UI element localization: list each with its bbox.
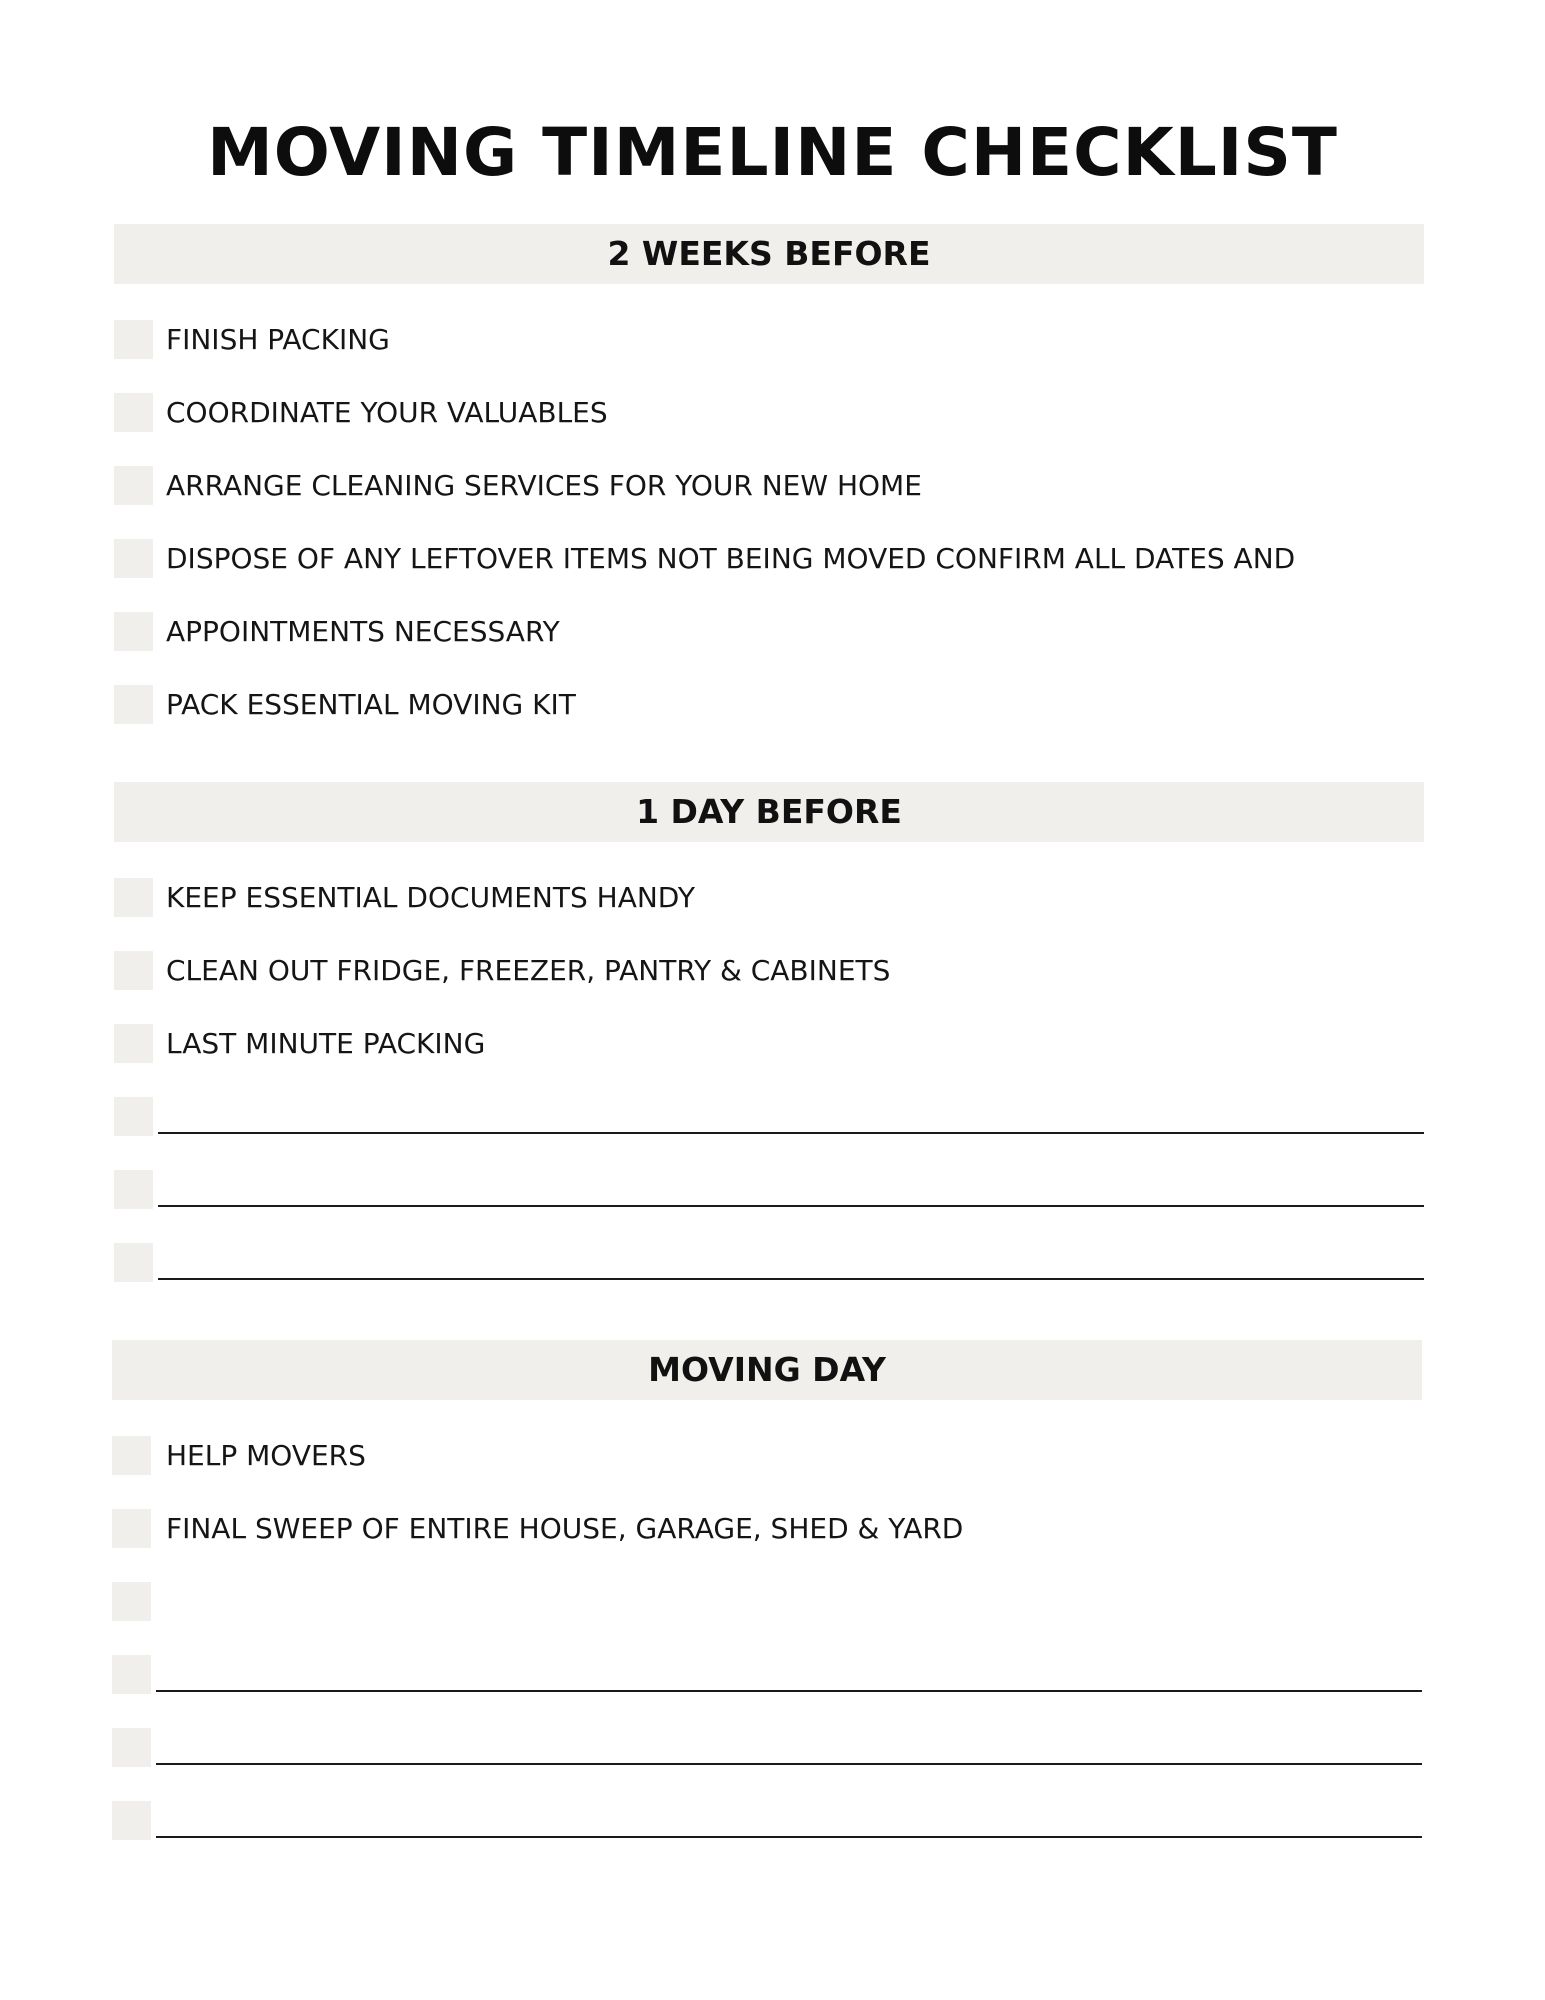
checkbox[interactable] [114,1024,153,1063]
checkbox[interactable] [114,878,153,917]
checkbox[interactable] [112,1655,151,1694]
write-in-line[interactable] [156,1690,1422,1692]
page-title: MOVING TIMELINE CHECKLIST [207,114,1338,191]
checklist-item-label: HELP MOVERS [166,1439,366,1472]
checkbox[interactable] [112,1509,151,1548]
checklist-item-label: COORDINATE YOUR VALUABLES [166,396,608,429]
checkbox[interactable] [114,612,153,651]
checkbox[interactable] [114,685,153,724]
checkbox[interactable] [114,951,153,990]
checklist-item-label: DISPOSE OF ANY LEFTOVER ITEMS NOT BEING MOVED CONFIRM ALL DATES AND [166,542,1296,575]
write-in-line[interactable] [156,1836,1422,1838]
checklist-item-label: KEEP ESSENTIAL DOCUMENTS HANDY [166,881,695,914]
checkbox[interactable] [112,1728,151,1767]
checklist-item-label: FINAL SWEEP OF ENTIRE HOUSE, GARAGE, SHED & YARD [166,1512,964,1545]
checkbox[interactable] [114,320,153,359]
checkbox[interactable] [112,1436,151,1475]
checkbox[interactable] [114,466,153,505]
checklist-item-label: PACK ESSENTIAL MOVING KIT [166,688,576,721]
checkbox[interactable] [114,393,153,432]
checkbox[interactable] [114,1170,153,1209]
checkbox[interactable] [114,539,153,578]
checkbox[interactable] [114,1097,153,1136]
checklist-item-label: ARRANGE CLEANING SERVICES FOR YOUR NEW HOME [166,469,922,502]
section-header-1-day-before: 1 DAY BEFORE [114,782,1424,842]
section-header-moving-day: MOVING DAY [112,1340,1422,1400]
checkbox[interactable] [114,1243,153,1282]
checklist-item-label: APPOINTMENTS NECESSARY [166,615,560,648]
checklist-item-label: CLEAN OUT FRIDGE, FREEZER, PANTRY & CABINETS [166,954,891,987]
write-in-line[interactable] [156,1763,1422,1765]
section-header-2-weeks-before: 2 WEEKS BEFORE [114,224,1424,284]
checkbox[interactable] [112,1801,151,1840]
write-in-line[interactable] [158,1278,1424,1280]
write-in-line[interactable] [158,1132,1424,1134]
checklist-item-label: LAST MINUTE PACKING [166,1027,486,1060]
checklist-item-label: FINISH PACKING [166,323,390,356]
checkbox[interactable] [112,1582,151,1621]
write-in-line[interactable] [158,1205,1424,1207]
